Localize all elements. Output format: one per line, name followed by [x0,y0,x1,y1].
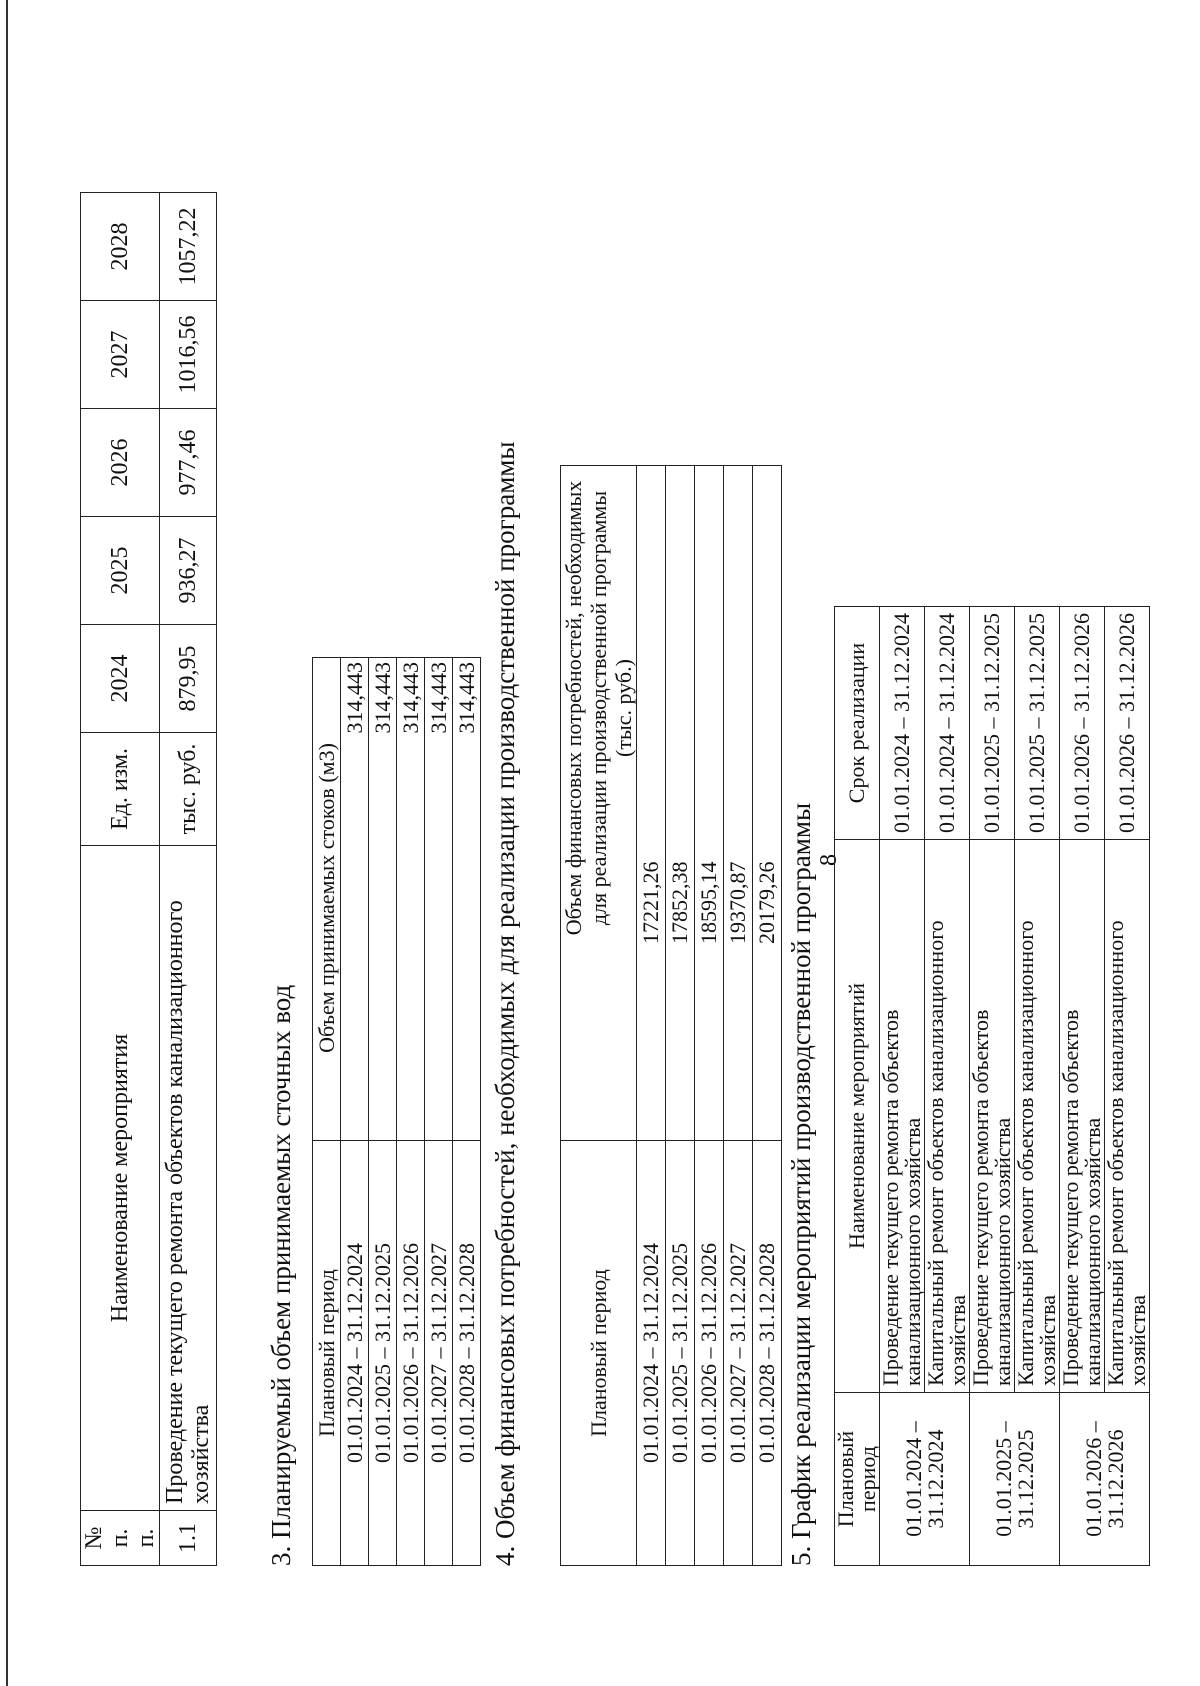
table-row [425,658,453,1566]
col-year-header: 2024 [81,625,160,733]
col-activity-header: Наименование мероприятия [81,846,160,1511]
col-unit-header: Ед. изм. [81,733,160,846]
section-5-title: 5. График реализации мероприятий производственной программы [786,802,816,1566]
table-row [397,658,425,1566]
finance-cell: 19370,87 [724,466,753,1141]
section-4-title: 4. Объем финансовых потребностей, необходимых для реализации производственной программы [490,441,520,1566]
volume-cell: 314,443 [397,658,425,1141]
table-row [160,193,217,1566]
volume-cell: 314,443 [425,658,453,1141]
financial-needs-table [560,465,782,1566]
volume-cell: 314,443 [341,658,369,1141]
term-cell: 01.01.2026 – 31.12.2026 [1105,607,1150,840]
period-cell: 01.01.2028 – 31.12.2028 [753,1141,782,1566]
value-cell: 1057,22 [160,193,217,301]
col-year-header: 2025 [81,517,160,625]
col-year-header: 2026 [81,409,160,517]
term-cell: 01.01.2024 – 31.12.2024 [880,607,925,840]
table-row [369,658,397,1566]
period-header: Плановый период [561,1141,637,1566]
wastewater-volume-table [312,657,481,1566]
table-row [695,466,724,1566]
row-number: 1.1 [160,1511,217,1566]
period-cell: 01.01.2024 – 31.12.2024 [880,1393,970,1566]
col-number-header: № п. п. [81,1511,160,1566]
activity-cell: Проведение текущего ремонта объектов канализационного хозяйства [880,840,925,1393]
table-header-row [835,607,880,1566]
table-row [453,658,481,1566]
finance-cell: 17852,38 [666,466,695,1141]
finance-cell: 17221,26 [637,466,666,1141]
col-year-header: 2027 [81,301,160,409]
period-cell: 01.01.2026 – 31.12.2026 [695,1141,724,1566]
table-header-row [561,466,637,1566]
value-cell: 977,46 [160,409,217,517]
period-cell: 01.01.2025 – 31.12.2025 [666,1141,695,1566]
period-cell: 01.01.2025 – 31.12.2025 [369,1141,397,1566]
value-cell: 936,27 [160,517,217,625]
unit-cell: тыс. руб. [160,733,217,846]
table-row [637,466,666,1566]
finance-cell: 20179,26 [753,466,782,1141]
table-row [970,607,1015,1566]
volume-cell: 314,443 [453,658,481,1141]
table-row [753,466,782,1566]
activity-cell: Капитальный ремонт объектов канализационного хозяйства [1105,840,1150,1393]
period-cell: 01.01.2025 – 31.12.2025 [970,1393,1060,1566]
activity-cell: Капитальный ремонт объектов канализационного хозяйства [1015,840,1060,1393]
table-row [341,658,369,1566]
table-header-row [81,193,160,1566]
table-row [666,466,695,1566]
period-cell: 01.01.2027 – 31.12.2027 [724,1141,753,1566]
period-cell: 01.01.2027 – 31.12.2027 [425,1141,453,1566]
finance-cell: 18595,14 [695,466,724,1141]
activity-cell: Проведение текущего ремонта объектов канализационного хозяйства [970,840,1015,1393]
table-row [1060,607,1105,1566]
term-cell: 01.01.2024 – 31.12.2024 [925,607,970,840]
activities-header: Наименование мероприятий [835,840,880,1393]
term-cell: 01.01.2025 – 31.12.2025 [1015,607,1060,840]
period-header: Плановый период [835,1393,880,1566]
term-header: Срок реализации [835,607,880,840]
finance-header: Объем финансовых потребностей, необходимых для реализации производственной программы (тыс. руб.) [561,466,637,1141]
section-3-title: 3. Планируемый объем принимаемых сточных вод [266,984,296,1566]
table-row [724,466,753,1566]
activity-cell: Капитальный ремонт объектов канализационного хозяйства [925,840,970,1393]
schedule-table [834,606,1150,1566]
period-cell: 01.01.2024 – 31.12.2024 [637,1141,666,1566]
value-cell: 879,95 [160,625,217,733]
period-cell: 01.01.2026 – 31.12.2026 [1060,1393,1150,1566]
activity-cost-table [80,192,217,1566]
col-year-header: 2028 [81,193,160,301]
period-cell: 01.01.2026 – 31.12.2026 [397,1141,425,1566]
value-cell: 1016,56 [160,301,217,409]
period-cell: 01.01.2024 – 31.12.2024 [341,1141,369,1566]
table-row [880,607,925,1566]
table-header-row [313,658,341,1566]
activity-cell: Проведение текущего ремонта объектов канализационного хозяйства [1060,840,1105,1393]
volume-header: Объем принимаемых стоков (м3) [313,658,341,1141]
period-header: Плановый период [313,1141,341,1566]
page-number: 8 [816,854,842,866]
volume-cell: 314,443 [369,658,397,1141]
term-cell: 01.01.2025 – 31.12.2025 [970,607,1015,840]
term-cell: 01.01.2026 – 31.12.2026 [1060,607,1105,840]
period-cell: 01.01.2028 – 31.12.2028 [453,1141,481,1566]
activity-name: Проведение текущего ремонта объектов канализационного хозяйства [160,846,217,1511]
